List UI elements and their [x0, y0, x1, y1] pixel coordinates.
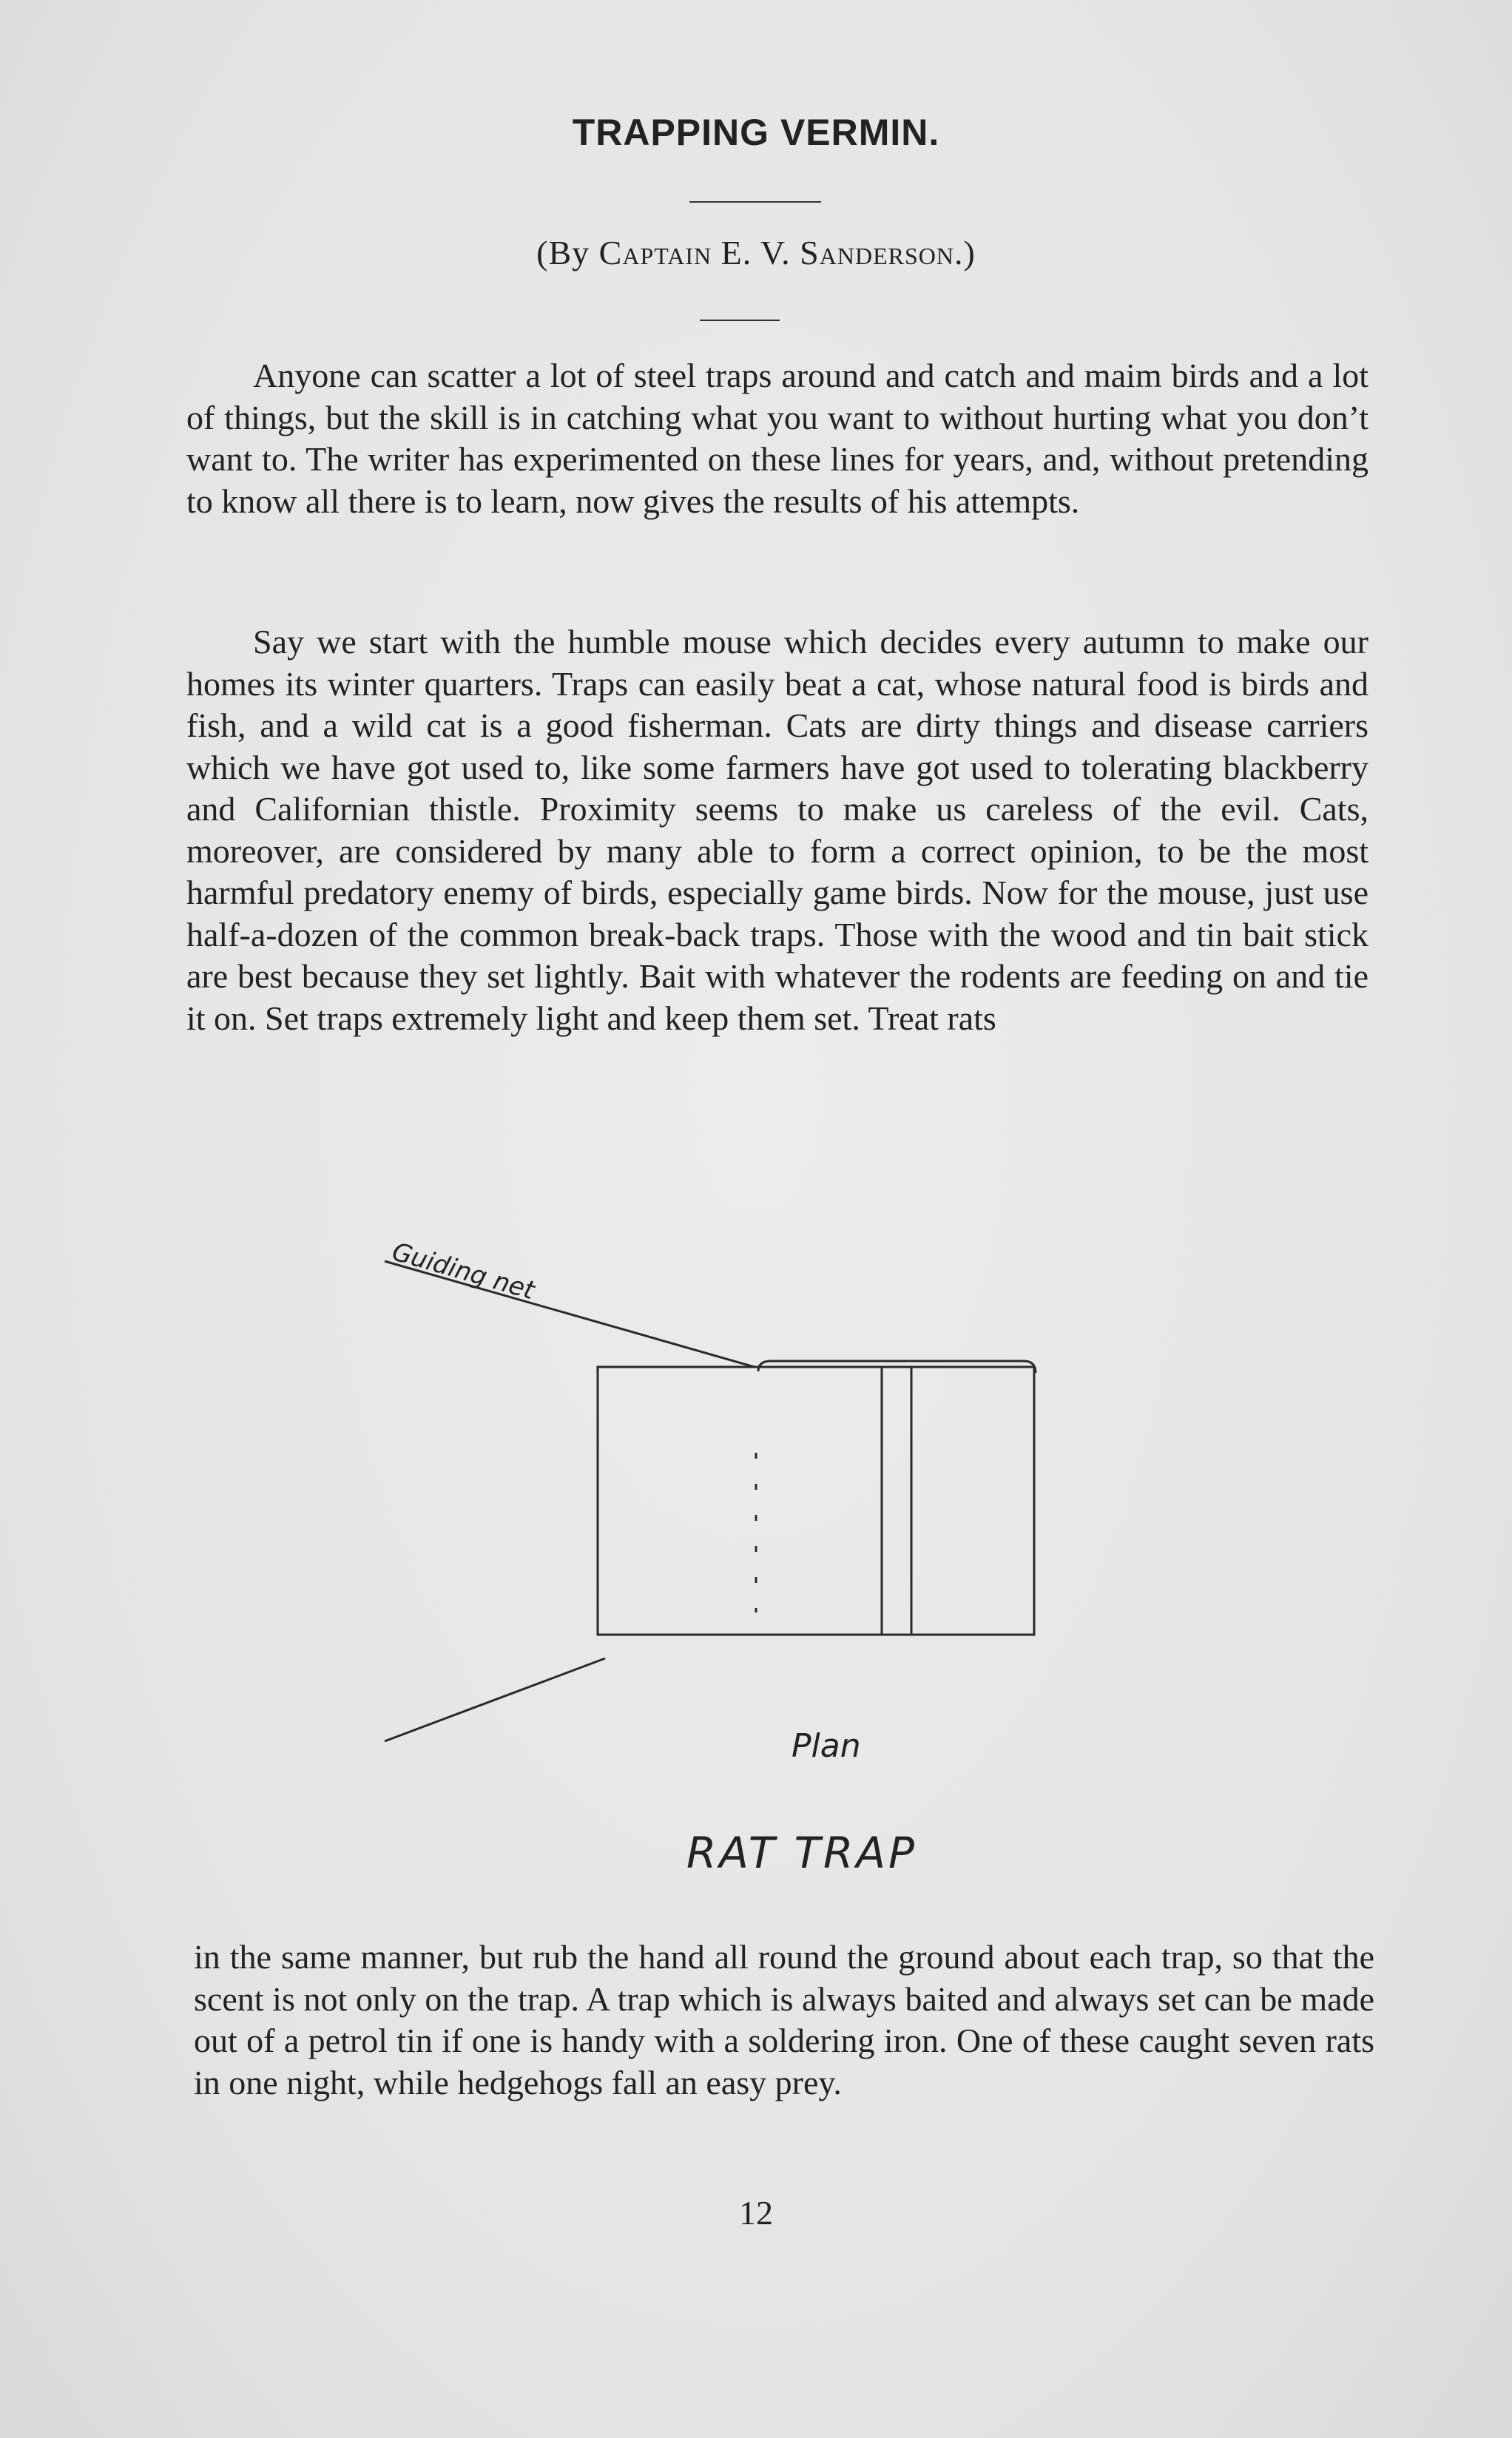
page-number: 12 [739, 2194, 773, 2232]
guiding-net-lower-line [385, 1658, 605, 1741]
guiding-net-label: Guiding net [388, 1237, 538, 1306]
article-title: TRAPPING VERMIN. [572, 112, 940, 153]
diagram-caption: RAT TRAP [686, 1828, 918, 1878]
paragraph-rats: in the same manner, but rub the hand all round the ground about each trap, so that the scent is not only on the trap. A trap which is always baited and always set can be made out of a petrol tin if one is handy with a soldering iron. One of these caught seven rats in one night, while hedgehogs fall an easy prey. [194, 1938, 1374, 2101]
author-name: Captain E. V. Sanderson. [598, 234, 964, 271]
paragraph-mouse: Say we start with the humble mouse which decides every autumn to make our homes its winter quarters. Traps can easily beat a cat, whose natural food is birds and fish, and a wild cat is a good fisherman. Cats are dirty things and disease carriers which we have got used to, like some farmers have got used to tolerating blackberry and Californian thistle. Proximity seems to make us careless of the evil. Cats, moreover, are considered by many able to form a correct opinion, to be the most harmful predatory enemy of birds, especially game birds. Now for the mouse, just use half-a-dozen of the common break-back traps. Those with the wood and tin bait stick are best because they set lightly. Bait with whatever the rodents are feeding on and tie it on. Set traps extremely light and keep them set. Treat rats [186, 623, 1368, 1037]
paragraph-intro: Anyone can scatter a lot of steel traps around and catch and maim birds and a lot of things, but the skill is in catching what you want to without hurting what you don’t want to. The writer has experimented on these lines for years, and, without pretending to know all there is to learn, now gives the results of his attempts. [186, 357, 1368, 520]
body-text-bottom [194, 1936, 1374, 2104]
byline-close: ) [963, 234, 976, 271]
trap-outer-box [598, 1367, 882, 1635]
byline-open: (By [536, 234, 599, 271]
plan-label: Plan [792, 1727, 861, 1765]
trap-inner-chamber [911, 1367, 1034, 1635]
